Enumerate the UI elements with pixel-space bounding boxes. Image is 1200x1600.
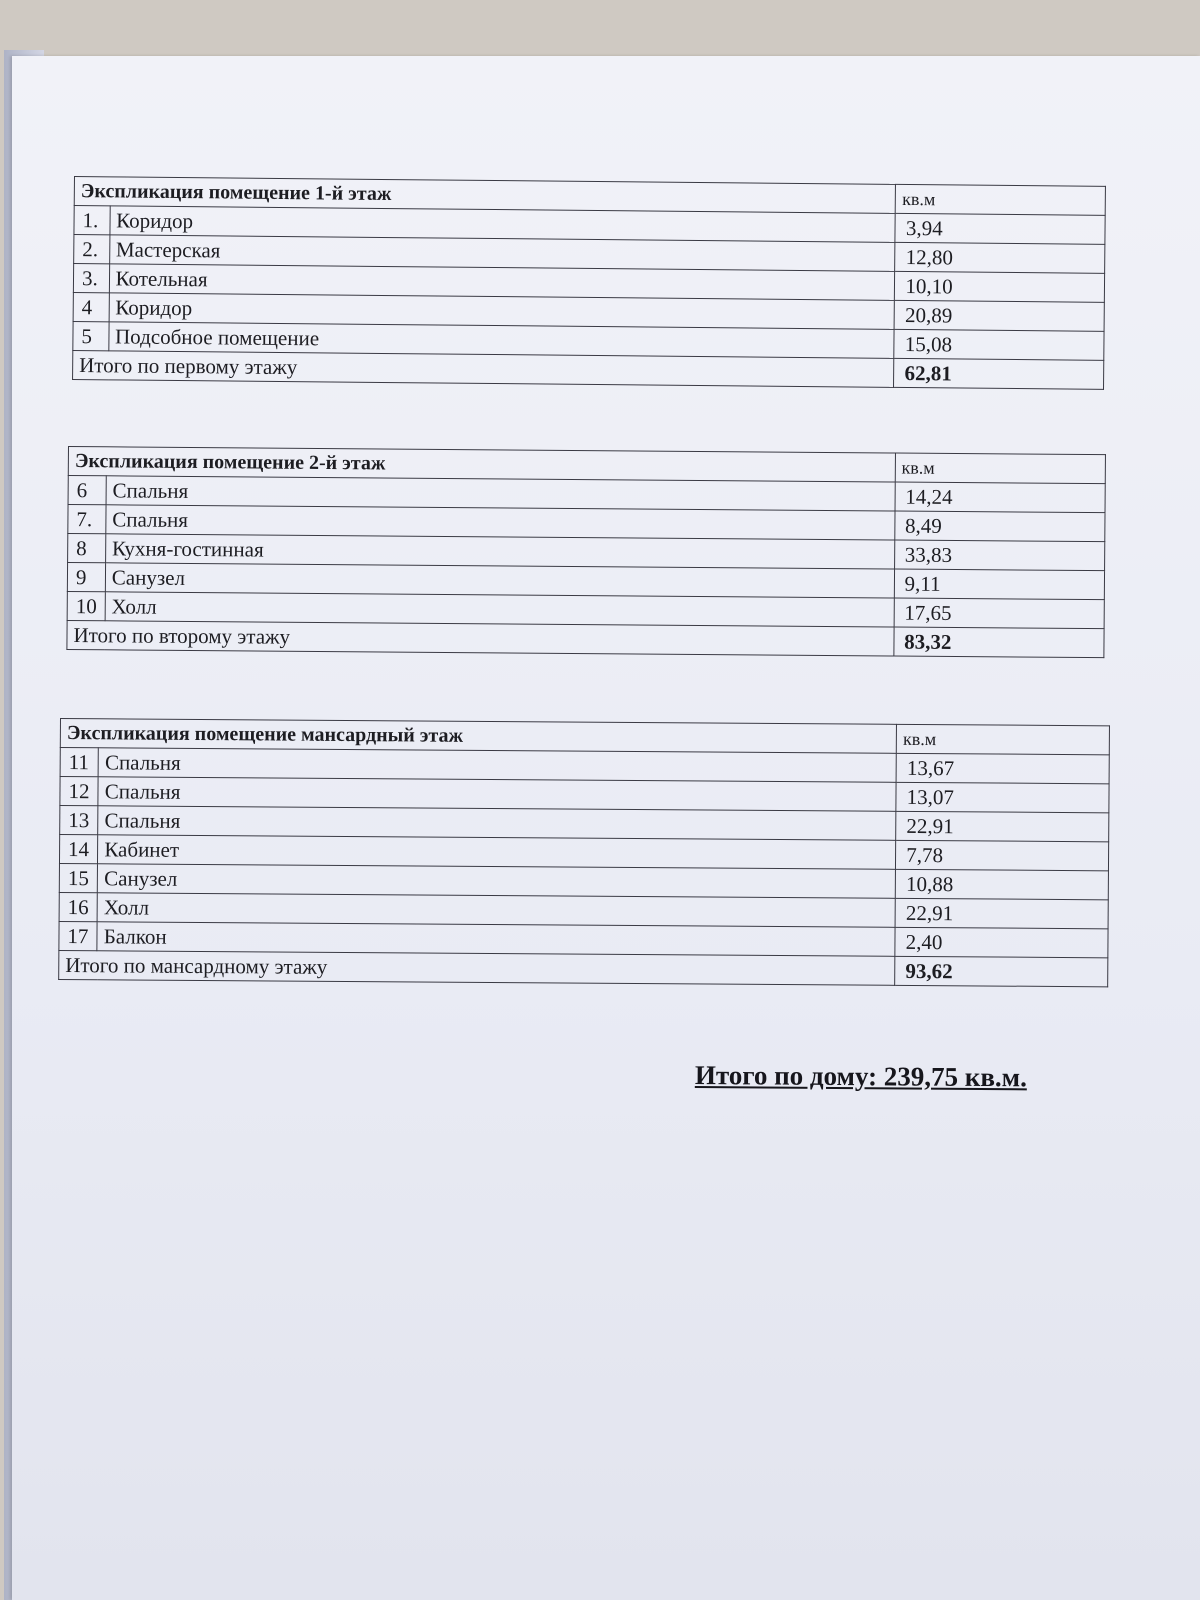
- table-title: Экспликация помещение мансардный этаж: [60, 719, 896, 754]
- room-name: Санузел: [105, 563, 894, 598]
- room-number: 6: [68, 476, 106, 505]
- room-name: Балкон: [97, 922, 895, 957]
- room-area: 22,91: [896, 811, 1109, 841]
- room-name: Кабинет: [98, 835, 896, 870]
- room-name: Спальня: [98, 806, 896, 841]
- house-grand-total: Итого по дому: 239,75 кв.м.: [694, 1060, 1028, 1093]
- room-number: 5: [73, 321, 109, 350]
- room-area: 3,94: [895, 213, 1105, 244]
- room-area: 10,88: [895, 869, 1108, 899]
- room-area: 15,08: [894, 329, 1104, 360]
- room-name: Коридор: [110, 206, 896, 243]
- floor-total-value: 62,81: [894, 358, 1104, 389]
- room-area: 14,24: [895, 482, 1106, 513]
- floor-total-label: Итого по второму этажу: [67, 620, 894, 655]
- unit-header: кв.м: [895, 453, 1106, 484]
- room-area: 17,65: [894, 598, 1105, 629]
- room-area: 20,89: [894, 300, 1104, 331]
- room-name: Спальня: [106, 505, 895, 540]
- room-number: 2.: [74, 235, 110, 264]
- room-number: 16: [59, 892, 97, 921]
- room-name: Холл: [105, 592, 894, 627]
- room-name: Санузел: [98, 864, 896, 899]
- room-name: Холл: [97, 893, 895, 928]
- room-name: Спальня: [98, 748, 896, 783]
- room-name: Коридор: [109, 293, 895, 330]
- floor-total-value: 93,62: [895, 956, 1108, 986]
- room-name: Подсобное помещение: [108, 322, 894, 359]
- room-number: 17: [59, 921, 97, 950]
- explication-table-floor-1: [72, 176, 1106, 390]
- room-number: 14: [59, 835, 97, 864]
- floor-total-label: Итого по первому этажу: [73, 350, 895, 387]
- room-number: 11: [60, 748, 98, 777]
- room-area: 13,07: [896, 782, 1109, 812]
- room-name: Спальня: [98, 777, 896, 812]
- table-title: Экспликация помещение 2-й этаж: [68, 447, 895, 482]
- room-area: 7,78: [896, 840, 1109, 870]
- explication-table-floor-2: [66, 446, 1106, 658]
- room-name: Спальня: [106, 476, 895, 511]
- room-name: Кухня-гостинная: [105, 534, 894, 569]
- room-number: 1.: [74, 206, 110, 235]
- room-area: 10,10: [895, 271, 1105, 302]
- room-number: 4: [73, 292, 109, 321]
- room-number: 13: [60, 806, 98, 835]
- room-area: 22,91: [895, 898, 1108, 928]
- room-area: 2,40: [895, 927, 1108, 957]
- room-number: 8: [68, 534, 106, 563]
- room-number: 9: [67, 563, 105, 592]
- room-name: Котельная: [109, 264, 895, 301]
- floor-total-value: 83,32: [894, 627, 1105, 658]
- room-number: 12: [60, 777, 98, 806]
- table-title: Экспликация помещение 1-й этаж: [74, 177, 896, 214]
- unit-header: кв.м: [896, 724, 1109, 754]
- room-number: 3.: [73, 264, 109, 293]
- room-area: 33,83: [894, 540, 1105, 571]
- room-area: 8,49: [894, 511, 1105, 542]
- room-number: 7.: [68, 505, 106, 534]
- unit-header: кв.м: [896, 184, 1106, 215]
- room-number: 15: [59, 863, 97, 892]
- room-area: 9,11: [894, 569, 1105, 600]
- room-area: 12,80: [895, 242, 1105, 273]
- room-name: Мастерская: [109, 235, 895, 272]
- room-number: 10: [67, 591, 105, 620]
- floor-total-label: Итого по мансардному этажу: [59, 950, 895, 985]
- explication-table-attic-floor: [58, 718, 1110, 987]
- room-area: 13,67: [896, 753, 1109, 783]
